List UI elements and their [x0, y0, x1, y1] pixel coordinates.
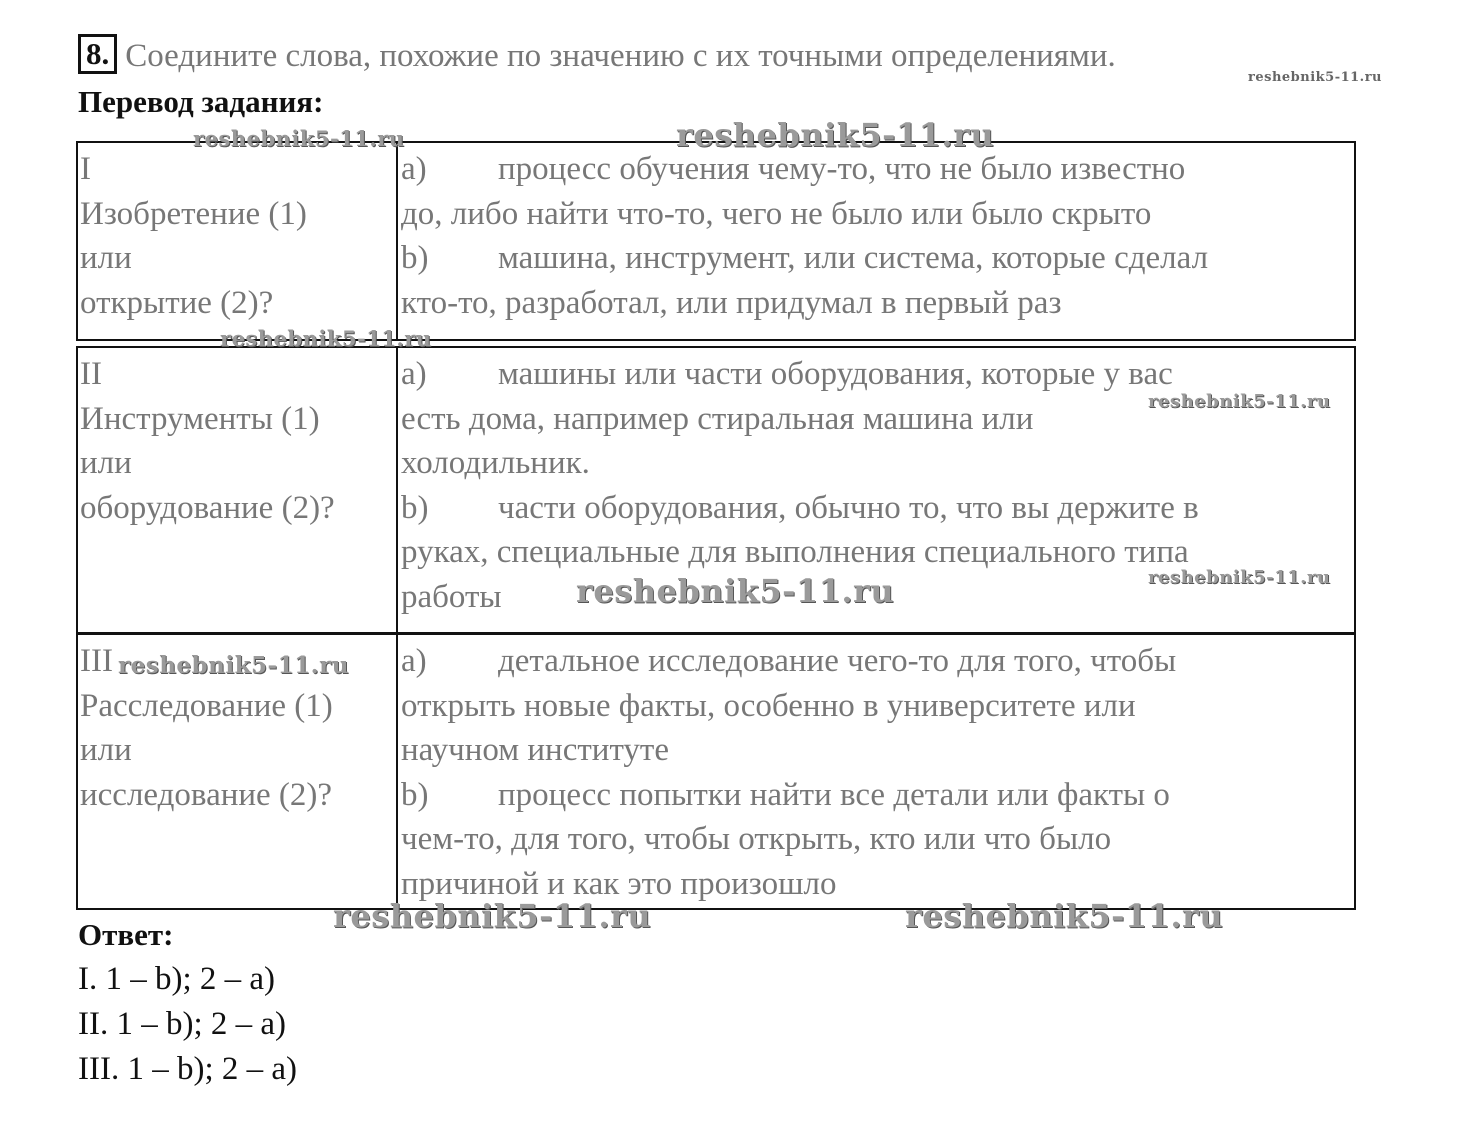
term-1: Расследование (1): [80, 687, 333, 724]
definition-line: [401, 817, 1346, 862]
translation-heading: Перевод задания:: [78, 84, 324, 119]
term-conjunction: или: [80, 445, 132, 481]
term-1: Изобретение (1): [80, 195, 307, 232]
watermark: reshebnik5-11.ru: [333, 897, 652, 935]
definition-line: [401, 639, 1346, 684]
definition-line: [401, 281, 1346, 326]
definition-marker: a): [401, 356, 427, 392]
term-conjunction: или: [80, 732, 132, 768]
definition-text: до, либо найти что-то, чего не было или было скрыто: [401, 195, 1152, 232]
definition-text: открыть новые факты, особенно в университете или: [401, 687, 1136, 724]
watermark: reshebnik5-11.ru: [576, 572, 895, 610]
definition-text: машина, инструмент, или система, которые сделал: [498, 240, 1209, 276]
definition-text: чем-то, для того, чтобы открыть, кто или что было: [401, 821, 1112, 857]
definition-marker: b): [401, 776, 429, 813]
definition-text: кто-то, разработал, или придумал в первый раз: [401, 284, 1062, 321]
answer-heading: Ответ:: [78, 917, 174, 952]
definition-marker: a): [401, 151, 427, 187]
definition-text: холодильник.: [401, 445, 590, 481]
watermark: reshebnik5-11.ru: [676, 116, 995, 154]
watermark: reshebnik5-11.ru: [220, 326, 432, 351]
definition-text: части оборудования, обычно то, что вы держите в: [498, 489, 1199, 526]
term-cell: [78, 143, 398, 339]
task-number: 8.: [78, 34, 117, 74]
definition-line: [401, 728, 1346, 773]
term-2: исследование (2)?: [80, 776, 333, 813]
row-numeral: II: [80, 356, 102, 392]
watermark: reshebnik5-11.ru: [193, 126, 405, 151]
definition-line: [401, 236, 1346, 281]
definition-line: [401, 192, 1346, 237]
definition-text: процесс попытки найти все детали или факты о: [498, 776, 1170, 813]
table-row: [76, 141, 1356, 341]
task-instruction: [78, 34, 1116, 75]
definition-line: [401, 773, 1346, 818]
definition-line: [401, 486, 1346, 531]
term-2: оборудование (2)?: [80, 489, 335, 526]
term-1: Инструменты (1): [80, 400, 320, 437]
definition-text: машины или части оборудования, которые у вас: [498, 356, 1173, 392]
definition-line: [401, 441, 1346, 486]
answer-line: II. 1 – b); 2 – a): [78, 1006, 287, 1042]
definition-cell: [398, 143, 1354, 339]
definition-cell: [398, 635, 1354, 908]
definition-line: [401, 684, 1346, 729]
definition-text: детальное исследование чего-то для того, чтобы: [498, 643, 1177, 679]
definition-text: есть дома, например стиральная машина или: [401, 400, 1034, 437]
row-numeral: III: [80, 643, 113, 679]
definition-marker: b): [401, 489, 429, 526]
definition-text: научном институте: [401, 732, 669, 768]
term-conjunction: или: [80, 240, 132, 276]
definition-text: причиной и как это произошло: [401, 865, 837, 902]
definition-marker: b): [401, 240, 429, 276]
answer-line: III. 1 – b); 2 – a): [78, 1051, 298, 1087]
answer-line: I. 1 – b); 2 – a): [78, 961, 276, 997]
task-instruction-text: Соедините слова, похожие по значению с их точными определениями.: [125, 38, 1116, 74]
watermark: reshebnik5-11.ru: [905, 897, 1224, 935]
row-numeral: I: [80, 151, 91, 187]
definition-text: процесс обучения чему-то, что не было известно: [498, 151, 1186, 187]
watermark: reshebnik5-11.ru: [118, 652, 349, 679]
definition-marker: a): [401, 643, 427, 679]
definition-line: [401, 352, 1346, 397]
definition-text: руках, специальные для выполнения специального типа: [401, 534, 1189, 570]
answer-block: [78, 912, 297, 1092]
definition-text: работы: [401, 578, 502, 615]
watermark: reshebnik5-11.ru: [1148, 567, 1331, 588]
watermark: reshebnik5-11.ru: [1148, 391, 1331, 412]
term-2: открытие (2)?: [80, 284, 274, 321]
watermark: reshebnik5-11.ru: [1248, 70, 1383, 85]
term-cell: [78, 348, 398, 632]
